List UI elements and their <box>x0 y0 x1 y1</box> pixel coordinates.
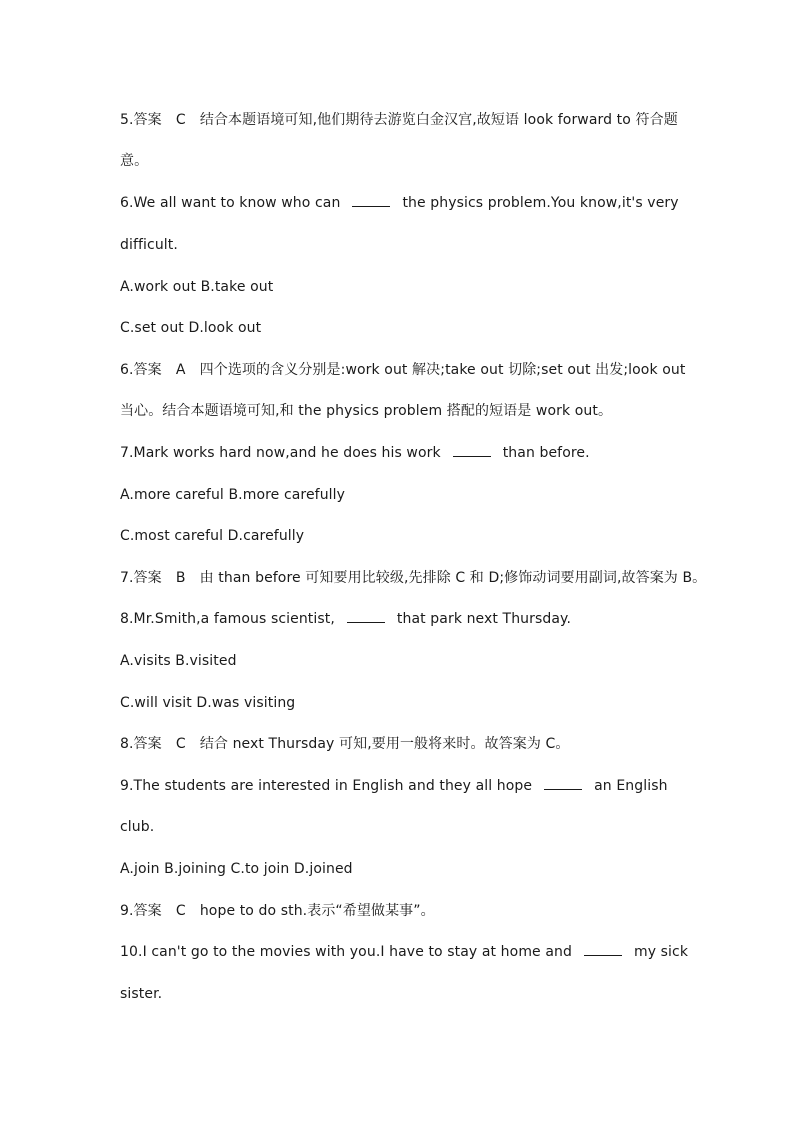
question-6-line-1 <box>120 194 680 212</box>
question-7-text-after-blank: than before. <box>502 445 590 461</box>
question-10-text-before-blank: 10.I can't go to the movies with you.I have to stay at home and <box>120 944 572 960</box>
question-9-text-before-blank: 9.The students are interested in English and they all hope <box>120 778 533 794</box>
question-9-line-2: club. <box>120 819 155 835</box>
answer-5-line-1: 5.答案 C 结合本题语境可知,他们期待去游览白金汉宫,故短语 look forward to 符合题 <box>120 112 678 128</box>
question-8-blank <box>347 610 385 623</box>
answer-7-line-1: 7.答案 B 由 than before 可知要用比较级,先排除 C 和 D;修饰动词要用副词,故答案为 B。 <box>120 570 707 586</box>
answer-6-line-1: 6.答案 A 四个选项的含义分别是:work out 解决;take out 切除;set out 出发;look out <box>120 362 686 378</box>
question-8-line-1 <box>120 610 680 628</box>
question-7-line-1 <box>120 444 680 462</box>
question-6-options-ab: A.work out B.take out <box>120 279 274 295</box>
question-6-options-cd: C.set out D.look out <box>120 320 262 336</box>
question-9-blank <box>544 777 582 790</box>
question-8-options-ab: A.visits B.visited <box>120 653 237 669</box>
answer-9-line-1: 9.答案 C hope to do sth.表示“希望做某事”。 <box>120 903 435 919</box>
question-7-options-cd: C.most careful D.carefully <box>120 528 305 544</box>
question-9-options: A.join B.joining C.to join D.joined <box>120 861 353 877</box>
question-9-text-after-blank: an English <box>594 778 668 794</box>
question-6-text-before-blank: 6.We all want to know who can <box>120 195 341 211</box>
question-8-text-after-blank: that park next Thursday. <box>396 611 571 627</box>
answer-6-line-2: 当心。结合本题语境可知,和 the physics problem 搭配的短语是 work out。 <box>120 403 613 419</box>
question-7-blank <box>453 444 491 457</box>
question-6-text-after-blank: the physics problem.You know,it's very <box>402 195 679 211</box>
question-10-line-2: sister. <box>120 986 163 1002</box>
question-6-blank <box>352 194 390 207</box>
question-10-blank <box>584 943 622 956</box>
question-10-line-1 <box>120 943 689 961</box>
question-9-line-1 <box>120 777 680 795</box>
question-10-text-after-blank: my sick <box>633 944 689 960</box>
question-8-text-before-blank: 8.Mr.Smith,a famous scientist, <box>120 611 335 627</box>
answer-5-line-2: 意。 <box>120 153 149 169</box>
answer-8-line-1: 8.答案 C 结合 next Thursday 可知,要用一般将来时。故答案为 C。 <box>120 736 570 752</box>
question-7-options-ab: A.more careful B.more carefully <box>120 487 346 503</box>
question-6-line-2: difficult. <box>120 237 178 253</box>
question-7-text-before-blank: 7.Mark works hard now,and he does his work <box>120 445 441 461</box>
question-8-options-cd: C.will visit D.was visiting <box>120 695 296 711</box>
